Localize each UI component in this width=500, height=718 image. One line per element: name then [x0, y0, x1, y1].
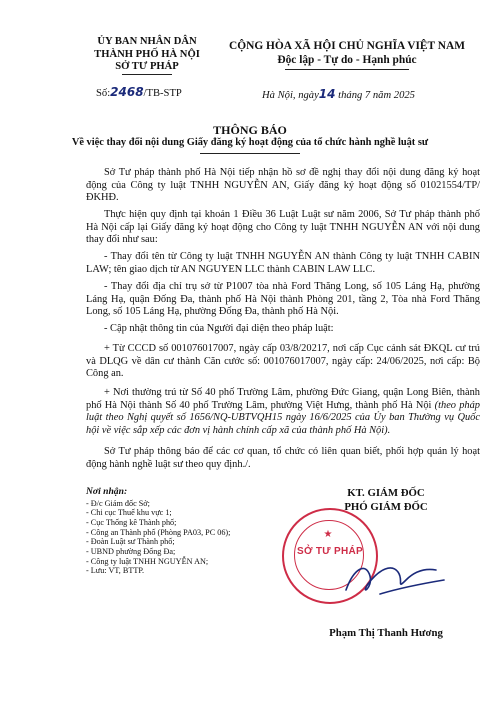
agency-line3: SỞ TƯ PHÁP [115, 61, 179, 72]
recipient-item: - Cục Thống kê Thành phố; [86, 517, 177, 527]
paragraph-address-change: - Thay đổi địa chỉ trụ sở từ P1007 tòa nhà Ford Thăng Long, số 105 Láng Hạ, phường Láng Hạ, quận Đống Đa, thành phố Hà Nội thành Phòng 201, tầng 2, Tòa nhà Ford Thăng Long, số 105 Láng Hạ, phường Đống Đa, thành phố Hà Nội. [86, 281, 480, 318]
motto-underline [285, 69, 409, 70]
recipient-item: - UBND phường Đống Đa; [86, 547, 176, 557]
paragraph-residence [86, 387, 480, 437]
signature-title: PHÓ GIÁM ĐỐC [344, 501, 428, 513]
issue-date [262, 88, 482, 103]
paragraph-intro: Sở Tư pháp thành phố Hà Nội tiếp nhận hồ sơ đề nghị thay đổi nội dung đăng ký hoạt động của Công ty luật TNHH NGUYỄN AN, Giấy đăng ký hoạt động số 01021554/TP/ĐKHĐ. [86, 167, 480, 204]
number-suffix: /TB-STP [143, 88, 182, 99]
number-value: 2468 [110, 85, 144, 99]
date-suffix: tháng 7 năm 2025 [338, 90, 415, 101]
recipient-item: - Chi cục Thuế khu vực 1; [86, 508, 172, 518]
paragraph-basis: Thực hiện quy định tại khoản 1 Điều 36 Luật Luật sư năm 2006, Sở Tư pháp thành phố Hà Nội cấp lại Giấy đăng ký hoạt động cho Công ty luật TNHH NGUYỄN AN với nội dung thay đổi như sau: [86, 209, 480, 246]
paragraph-name-change: - Thay đổi tên từ Công ty luật TNHH NGUYỄN AN thành Công ty luật TNHH CABIN LAW; tên giao dịch từ AN NGUYEN LLC thành CABIN LAW LLC. [86, 251, 480, 275]
recipient-item: - Đ/c Giám đốc Sở; [86, 498, 150, 508]
seal-center-text: SỞ TƯ PHÁP [297, 546, 363, 557]
national-motto: Độc lập - Tự do - Hạnh phúc [277, 54, 417, 66]
date-prefix: Hà Nội, ngày [262, 90, 319, 101]
national-title: CỘNG HÒA XÃ HỘI CHỦ NGHĨA VIỆT NAM [229, 40, 465, 52]
signature-authority: KT. GIÁM ĐỐC [347, 487, 425, 499]
paragraph-id-card: + Từ CCCD số 001076017007, ngày cấp 03/8/20217, nơi cấp Cục cảnh sát ĐKQL cư trú và DLQG về dân cư thành Căn cước số: 001076017007, ngày cấp: 24/06/2025, nơi cấp: Bộ Công an. [86, 343, 480, 380]
handwritten-signature [340, 550, 450, 610]
recipient-item: - Đoàn Luật sư Thành phố; [86, 537, 175, 547]
paragraph-representative: - Cập nhật thông tin của Người đại diện theo pháp luật: [104, 323, 334, 334]
residence-legal-note: (theo pháp luật theo Nghị quyết số 1656/NQ-UBTVQH15 ngày 16/6/2025 của Ủy ban Thường vụ Quốc hội về việc sắp xếp các đơn vị hành chính cấp xã của thành phố Hà Nội). [86, 399, 481, 436]
star-icon: ★ [323, 529, 333, 540]
date-day: 14 [318, 87, 336, 101]
document-number [96, 86, 216, 101]
agency-line1: ỦY BAN NHÂN DÂN [97, 36, 197, 47]
notice-title: THÔNG BÁO [213, 123, 287, 137]
recipient-item: - Công ty luật TNHH NGUYỄN AN; [86, 556, 209, 566]
residence-text: + Nơi thường trú từ Số 40 phố Trường Lâm, phường Đức Giang, quận Long Biên, thành phố Hà Nội thành Số 40 phố Trường Lâm, phường Việt Hưng, thành phố Hà Nội [86, 387, 480, 411]
agency-header [80, 36, 214, 74]
agency-line2: THÀNH PHỐ HÀ NỘI [94, 48, 200, 60]
number-prefix: Số: [96, 88, 111, 99]
recipient-item: - Lưu: VT, BTTP. [86, 566, 145, 576]
notice-subtitle: Về việc thay đổi nội dung Giấy đăng ký hoạt động của tổ chức hành nghề luật sư [71, 137, 429, 148]
recipient-item: - Công an Thành phố (Phòng PA03, PC 06); [86, 527, 231, 537]
recipients-heading: Nơi nhận: [86, 486, 128, 497]
agency-underline [122, 74, 172, 75]
paragraph-closing: Sở Tư pháp thông báo để các cơ quan, tổ chức có liên quan biết, phối hợp quản lý hoạt động hành nghề luật sư theo quy định./. [86, 446, 480, 470]
title-underline [200, 153, 300, 154]
signer-name: Phạm Thị Thanh Hương [329, 627, 443, 639]
